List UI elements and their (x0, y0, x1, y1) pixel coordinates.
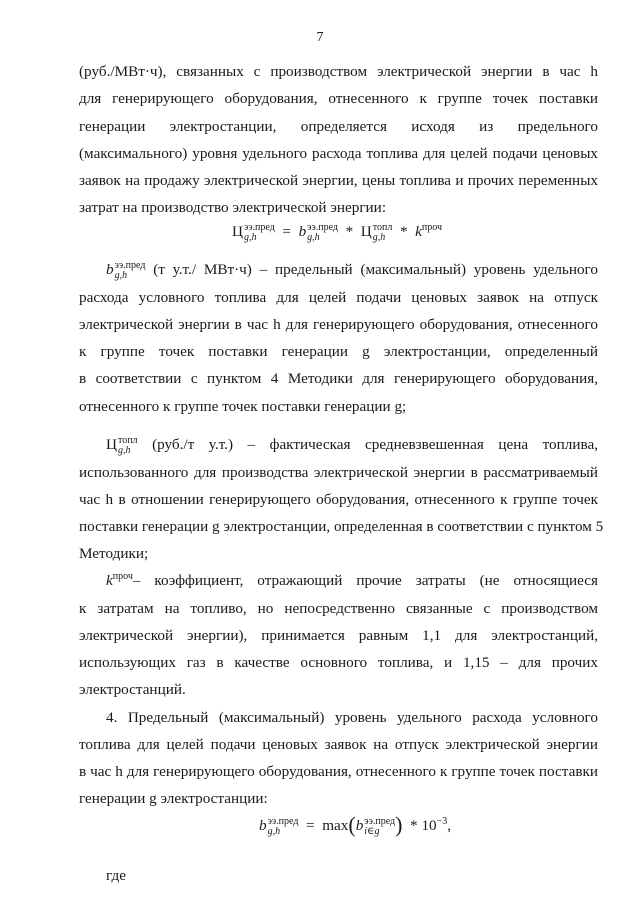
text-line: электростанций. (79, 681, 186, 698)
text-line: электрической энергии), принимается равным 1,1 для электростанций, (79, 627, 598, 644)
definition-c-first-line: Ц топл g,h (руб./т у.т.) – фактическая средневзвешенная цена топлива, (106, 434, 598, 456)
text-line: генерации g электростанции: (79, 790, 268, 807)
text-line: час h в отношении генерирующего оборудования, отнесенного к группе точек (79, 491, 598, 508)
text-line: поставки генерации g электростанции, определенная в соответствии с пунктом 5 (79, 518, 604, 535)
text-line: генерации электростанции, определяется исходя из предельного (79, 118, 598, 135)
text-line: (руб./МВт·ч), связанных с производством электрической энергии в час h (79, 63, 598, 80)
text-line: расхода условного топлива для целей подачи ценовых заявок на отпуск (79, 289, 598, 306)
definition-b-first-line: b ээ.пред g,h (т у.т./ МВт·ч) – предельный (максимальный) уровень удельного (106, 259, 599, 281)
text-line: Методики; (79, 545, 149, 562)
text-line: использованного для производства электрической энергии в рассматриваемый (79, 464, 598, 481)
where-label: где (106, 867, 126, 884)
page-number: 7 (316, 30, 324, 45)
text-line: для генерирующего оборудования, отнесенного к группе точек поставки (79, 90, 598, 107)
text-line: (максимального) уровня удельного расхода топлива для целей подачи ценовых (79, 145, 598, 162)
formula-fuel-rate: b ээ.пред g,h = max(b ээ.пред i∈g ) * $10^{-3}$, (259, 812, 452, 837)
text-line: 4. Предельный (максимальный) уровень удельного расхода условного (106, 709, 598, 726)
text-line: отнесенного к группе точек поставки генерации g; (79, 398, 407, 415)
text-line: электрической энергии в час h для генерирующего оборудования, отнесенного (79, 316, 598, 333)
definition-k-first-line: $k^{проч}-$ коэффициент, отражающий прочие затраты (не относящиеся (106, 570, 598, 589)
text-line: в час h для генерирующего оборудования, отнесенного к группе точек поставки (79, 763, 598, 780)
text-line: заявок на продажу электрической энергии, цены топлива и прочих переменных (79, 172, 598, 189)
text-line: топлива для целей подачи ценовых заявок на отпуск электрической энергии (79, 736, 598, 753)
formula-price: Ц ээ.пред g,h = b ээ.пред g,h * Ц топл g,h * $k^{проч}$ (232, 221, 443, 243)
text-line: затрат на производство электрической энергии: (79, 199, 387, 216)
text-line: использующих газ в качестве основного топлива, и 1,15 – для прочих (79, 654, 598, 671)
text-line: к группе точек поставки генерации g электростанции, определенный (79, 343, 598, 360)
text-line: в соответствии с пунктом 4 Методики для генерирующего оборудования, (79, 370, 598, 387)
text-line: к затратам на топливо, но непосредственно связанные с производством (79, 600, 598, 617)
